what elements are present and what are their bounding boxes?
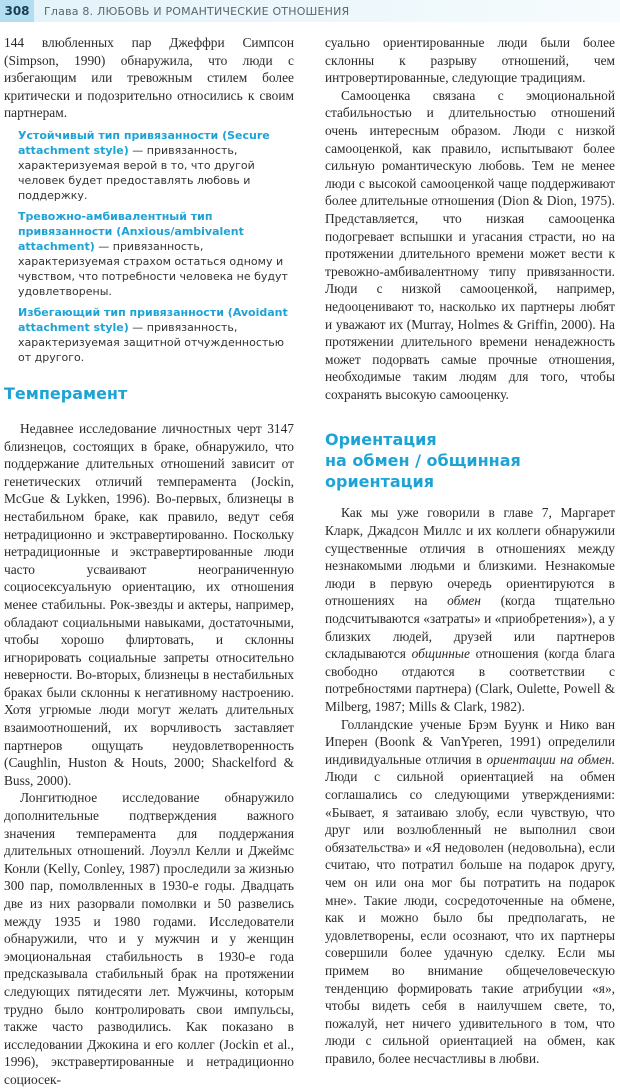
italic-term: общинные <box>411 646 470 662</box>
section-title-line: на обмен / общинная ориентация <box>325 451 521 492</box>
glossary-entry-avoidant <box>18 305 288 365</box>
paragraph <box>325 504 615 715</box>
glossary-definition: — привязанность, характеризуемая защитной отчужденностью от другого. <box>18 320 285 364</box>
glossary-definition: — привязанность, характеризуемая верой в то, что другой человек будет предоставлять любовь и поддержку. <box>18 143 255 202</box>
glossary-term: Устойчивый тип привязанности (Secure attachment style) <box>18 128 270 157</box>
page-header <box>0 0 620 22</box>
glossary-definition: — привязанность, характеризуемая страхом остаться одному и чувством, что потребности человека не будут удовлетворены. <box>18 239 288 298</box>
paragraph: суально ориентированные люди были более склонны к разрыву отношений, чем интровертированные, следующие традициям. <box>325 35 615 86</box>
glossary-entry-anxious <box>18 209 288 299</box>
glossary-entry-secure <box>18 128 288 203</box>
paragraph: Недавнее исследование личностных черт 3147 близнецов, состоящих в браке, обнаружило, что поддержание длительных отношений зависит от генетических отличий темперамента (Jockin, McGue & Lykken, 1996). Во-первых, близнецы в нестабильном браке, как правило, ведут себя нетрадиционно и экстравертированно. Поскольку нетрадиционные и экстравертированные люди часто усваивают неограниченную социосексуальную ориентацию, их отношения менее стабильны. Рок-звезды и актеры, например, обладают социальными навыками, достаточными, чтобы хорошо флиртовать, и склонны игнорировать социальные запреты относительно неверности. Во-вторых, близнецы в нестабильных браках были склонны к негативному настроению. Хотя угрюмые люди могут желать длительных взаимоотношений, их ворчливость заставляет партнеров ощущать неудовлетворенность (Caughlin, Huston & Houts, 2000; Shackelford & Buss, 2000). <box>4 420 294 788</box>
section-title-temperament: Темперамент <box>4 383 128 403</box>
paragraph: Лонгитюдное исследование обнаружило дополнительные подтверждения важного значения темперамента для поддержания длительных отношений. Лоуэлл Келли и Джеймс Конли (Kelly, Conley, 1987) проследили за жизнью 300 пар, помолвленных в 1930-е годы. Двадцать две из них разорвали помолвки и 50 развелись между 1935 и 1980 годами. Исследователи обнаружили, что и у мужчин и у женщин эмоциональная стабильность в 1930-е года предсказывала стабильный брак на протяжении следующих пятидесяти лет. Мужчины, которым трудно было контролировать свои импульсы, также часто разводились. Как показано в исследовании Джокина и его коллег (Jockin et al., 1996), экстравертированные и нетрадиционно социосек- <box>4 790 294 1087</box>
italic-term: обмен <box>447 593 481 609</box>
glossary-term: Тревожно-амбивалентный тип привязанности (Anxious/ambivalent attachment) <box>18 209 244 253</box>
glossary-term: Избегающий тип привязанности (Avoidant attachment style) <box>18 305 288 334</box>
left-column <box>4 34 294 1089</box>
intro-paragraph: 144 влюбленных пар Джеффри Симпсон (Simpson, 1990) обнаружила, что люди с избегающим или тревожным стилем более критически и подозрительно относились к своим партнерам. <box>4 35 294 121</box>
running-head: Глава 8. ЛЮБОВЬ И РОМАНТИЧЕСКИЕ ОТНОШЕНИЯ <box>44 4 350 18</box>
page-number: 308 <box>0 0 34 22</box>
text-run: Люди с сильной ориентацией на обмен соглашались со следующими утверждениями: «Бывает, я затаиваю злобу, если чувствую, что друг или возлюбленный не выполнил свои обязательства» и «Я недоволен (недовольна), если считаю, что потратил больше на подарок другу, чем он или она мог бы потратить на подарок мне». Такие люди, сосредоточенные на обмене, как и можно было бы предполагать, не удовлетворены, если осознают, что их партнеры совершили более удачную сделку. Если мы примем во внимание общечеловеческую тенденцию формировать такие атрибуции «я», чтобы видеть себя в наилучшем свете, то, пожалуй, нет ничего удивительного в том, что люди с сильной ориентацией на обмен, как правило, более несчастливы в любви. <box>325 769 615 1066</box>
text-run: Как мы уже говорили в главе 7, Маргарет Кларк, Джадсон Миллс и их коллеги обнаружили существенные отличия в отношениях между незнакомыми людьми и близкими. Незнакомые люди в первую очередь ориентируются в отношениях на <box>325 505 615 609</box>
paragraph <box>325 716 615 1068</box>
italic-term: ориентации на обмен. <box>486 751 615 767</box>
text-run: отношения (когда блага свободно отдаются в соответствии с потребностями партнера) (Clark, Oulette, Powell & Milberg, 1987; Mills & Clark, 1982). <box>325 646 615 714</box>
text-run: (когда тщательно подсчитываются «затраты» и «приобретения»), а у близких людей, друзей или партнеров складываются <box>325 593 616 662</box>
paragraph: Самооценка связана с эмоциональной стабильностью и длительностью отношений очень интересным образом. Люди с низкой самооценкой, как правило, испытывают более сильную романтическую любовь. Тем не менее люди с высокой самооценкой чаще поддерживают более длительные отношения (Dion & Dion, 1975). Представляется, что низкая самооценка подогревает вспышки и угасания страсти, но на протяжении длительного времени может вести к тревожно-амбивалентному типу привязанности. Люди с низкой самооценкой, например, недооценивают то, насколько их партнеры любят и уважают их (Murray, Holmes & Griffin, 2000). На протяжении длительного времени ненадежность может подорвать самые прочные отношения, необходимые таким людям для того, чтобы сохранять высокую самооценку. <box>325 87 615 402</box>
section-title-line: Ориентация <box>325 430 437 450</box>
text-run: Голландские ученые Брэм Буунк и Нико ван Иперен (Boonk & VanYperen, 1991) определили индивидуальные отличия в <box>325 716 615 767</box>
section-title-exchange-orientation <box>325 429 615 492</box>
right-column <box>325 34 615 1067</box>
